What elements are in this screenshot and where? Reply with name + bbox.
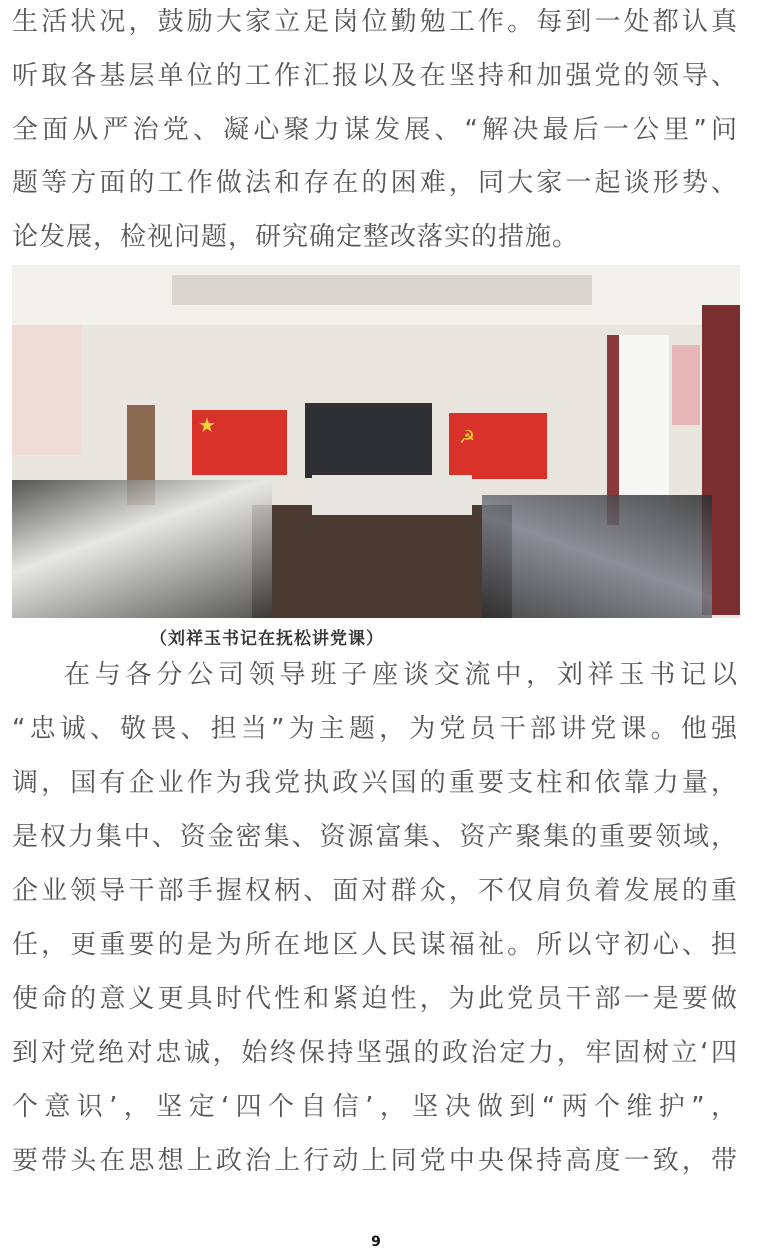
text-line: 到对党绝对忠诚，始终保持坚强的政治定力，牢固树立‘四 bbox=[12, 1038, 738, 1068]
attendees-center bbox=[312, 475, 472, 515]
poster-right bbox=[672, 345, 700, 425]
text-line: 企业领导干部手握权柄、面对群众，不仅肩负着发展的重 bbox=[12, 876, 738, 906]
text-line: 全面从严治党、凝心聚力谋发展、“解决最后一公里”问 bbox=[12, 115, 738, 145]
text-line: 使命的意义更具时代性和紧迫性，为此党员干部一是要做 bbox=[12, 984, 738, 1014]
attendees-left bbox=[12, 480, 272, 618]
wall-board-left bbox=[12, 325, 82, 455]
text-line: 生活状况，鼓励大家立足岗位勤勉工作。每到一处都认真 bbox=[12, 7, 738, 37]
party-flag: ☭ bbox=[449, 413, 547, 479]
tv-screen bbox=[305, 403, 432, 478]
text-line: 个意识’，坚定‘四个自信’，坚决做到“两个维护”， bbox=[12, 1092, 738, 1122]
meeting-photo bbox=[12, 265, 740, 618]
text-line: 在与各分公司领导班子座谈交流中，刘祥玉书记以 bbox=[64, 660, 738, 690]
text-line: 调，国有企业作为我党执政兴国的重要支柱和依靠力量， bbox=[12, 768, 738, 798]
ceiling-vent bbox=[172, 275, 592, 305]
meeting-table bbox=[252, 505, 512, 618]
text-line: 是权力集中、资金密集、资源富集、资产聚集的重要领域， bbox=[12, 822, 738, 852]
photo-caption: （刘祥玉书记在抚松讲党课） bbox=[150, 629, 384, 649]
text-line: “忠诚、敬畏、担当”为主题，为党员干部讲党课。他强 bbox=[12, 714, 738, 744]
text-line: 听取各基层单位的工作汇报以及在坚持和加强党的领导、 bbox=[12, 61, 738, 91]
national-flag: ★ bbox=[192, 410, 287, 475]
page-number: 9 bbox=[371, 1234, 381, 1250]
text-line: 论发展，检视问题，研究确定整改落实的措施。 bbox=[12, 222, 580, 252]
text-line: 要带头在思想上政治上行动上同党中央保持高度一致，带 bbox=[12, 1146, 738, 1176]
text-line: 题等方面的工作做法和存在的困难，同大家一起谈形势、 bbox=[12, 168, 738, 198]
text-line: 任，更重要的是为所在地区人民谋福祉。所以守初心、担 bbox=[12, 930, 738, 960]
attendees-right bbox=[482, 495, 712, 618]
